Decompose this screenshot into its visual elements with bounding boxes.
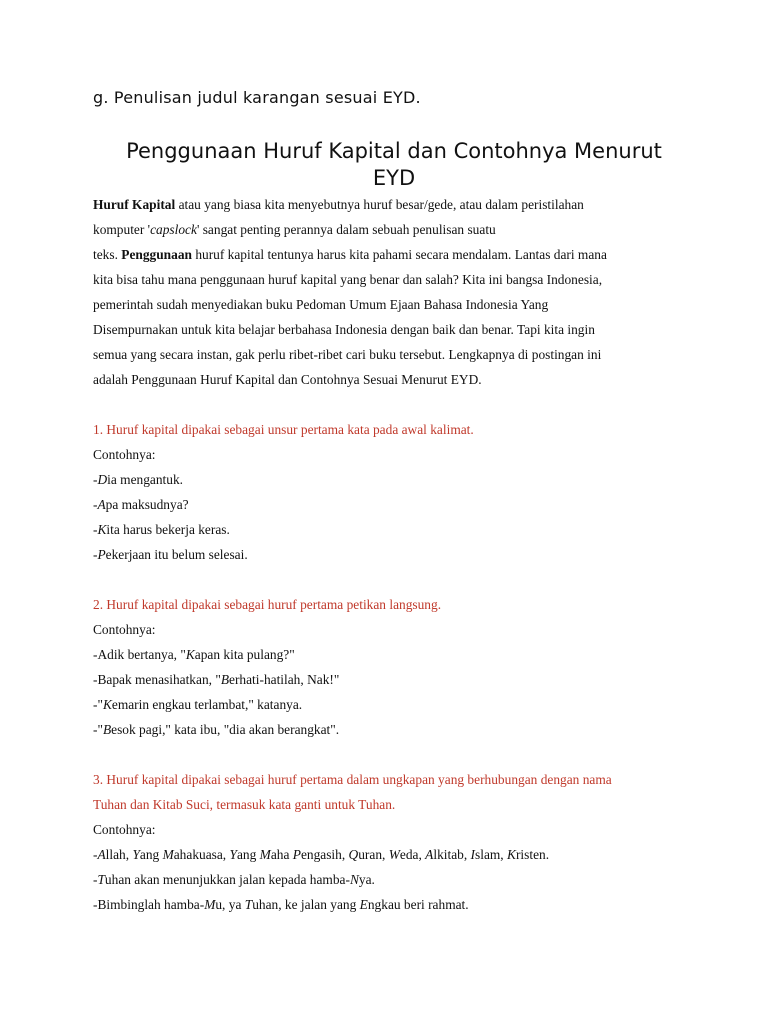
capital-letter: B — [102, 722, 112, 737]
intro-line: semua yang secara instan, gak perlu ribet-ribet cari buku tersebut. Lengkapnya di postingan ini — [93, 347, 602, 362]
example-text: u, ya — [215, 897, 245, 912]
example-text: - — [93, 547, 98, 562]
capital-letter: E — [359, 897, 368, 912]
title-line-2: EYD — [372, 166, 416, 190]
example-text: ahakuasa, — [173, 847, 230, 862]
example-text: uhan, ke jalan yang — [252, 897, 360, 912]
capital-letter: T — [244, 897, 253, 912]
italic-term: capslock — [150, 222, 197, 237]
example-text: uhan akan menunjukkan jalan kepada hamba- — [104, 872, 350, 887]
capital-letter: Y — [229, 847, 237, 862]
article-body — [93, 192, 693, 917]
spacer — [93, 742, 693, 767]
example-text: apan kita pulang?" — [194, 647, 295, 662]
subheading: g. Penulisan judul karangan sesuai EYD. — [93, 88, 421, 107]
intro-line: Disempurnakan untuk kita belajar berbahasa Indonesia dengan baik dan benar. Tapi kita ingin — [93, 322, 595, 337]
example-line — [93, 717, 693, 742]
intro-text: teks. — [93, 247, 122, 262]
example-text: - — [93, 522, 98, 537]
capital-letter: B — [220, 672, 229, 687]
example-text: ang — [236, 847, 260, 862]
example-text: ia mengantuk. — [107, 472, 183, 487]
capital-letter: K — [102, 697, 112, 712]
example-line — [93, 542, 693, 567]
example-text: ya. — [358, 872, 375, 887]
capital-letter: K — [507, 847, 516, 862]
example-text: - — [93, 472, 98, 487]
intro-line — [93, 192, 693, 217]
example-line — [93, 692, 693, 717]
capital-letter: A — [97, 497, 106, 512]
example-label: Contohnya: — [93, 622, 156, 637]
capital-letter: A — [97, 847, 106, 862]
example-text: pa maksudnya? — [105, 497, 189, 512]
spacer — [93, 567, 693, 592]
rule-3-heading-line-2: Tuhan dan Kitab Suci, termasuk kata ganti untuk Tuhan. — [93, 797, 396, 812]
rule-2-heading: 2. Huruf kapital dipakai sebagai huruf pertama petikan langsung. — [93, 597, 442, 612]
example-text: engasih, — [300, 847, 349, 862]
bold-term: Penggunaan — [121, 247, 192, 262]
example-line — [93, 842, 693, 867]
example-text: -" — [93, 697, 103, 712]
capital-letter: M — [162, 847, 174, 862]
capital-letter: Y — [132, 847, 140, 862]
intro-text: atau yang biasa kita menyebutnya huruf besar/gede, atau dalam peristilahan — [175, 197, 584, 212]
example-line — [93, 867, 693, 892]
example-text: - — [93, 497, 98, 512]
example-text: uran, — [358, 847, 389, 862]
example-label: Contohnya: — [93, 447, 156, 462]
example-text: ang — [139, 847, 163, 862]
capital-letter: M — [204, 897, 216, 912]
intro-line: adalah Penggunaan Huruf Kapital dan Contohnya Sesuai Menurut EYD. — [93, 372, 482, 387]
example-text: llah, — [105, 847, 133, 862]
example-line — [93, 892, 693, 917]
capital-letter: T — [97, 872, 105, 887]
example-text: eda, — [399, 847, 426, 862]
page-title — [60, 138, 728, 192]
capital-letter: W — [388, 847, 400, 862]
example-text: ita harus bekerja keras. — [106, 522, 230, 537]
example-line — [93, 492, 693, 517]
example-text: esok pagi," kata ibu, "dia akan berangkat". — [111, 722, 340, 737]
rule-3-heading-line-1: 3. Huruf kapital dipakai sebagai huruf pertama dalam ungkapan yang berhubungan dengan nama — [93, 772, 612, 787]
capital-letter: D — [97, 472, 108, 487]
capital-letter: A — [425, 847, 434, 862]
intro-text: komputer ' — [93, 222, 151, 237]
example-text: - — [93, 847, 98, 862]
example-line — [93, 667, 693, 692]
capital-letter: K — [97, 522, 107, 537]
example-text: risten. — [515, 847, 550, 862]
example-label: Contohnya: — [93, 822, 156, 837]
intro-line — [93, 217, 693, 242]
example-text: erhati-hatilah, Nak!" — [229, 672, 340, 687]
example-text: slam, — [475, 847, 508, 862]
capital-letter: I — [470, 847, 476, 862]
intro-line: kita bisa tahu mana penggunaan huruf kapital yang benar dan salah? Kita ini bangsa Indonesia, — [93, 272, 603, 287]
rule-1-heading: 1. Huruf kapital dipakai sebagai unsur pertama kata pada awal kalimat. — [93, 422, 474, 437]
example-text: emarin engkau terlambat," katanya. — [111, 697, 303, 712]
intro-line: pemerintah sudah menyediakan buku Pedoman Umum Ejaan Bahasa Indonesia Yang — [93, 297, 549, 312]
example-text: -Bimbinglah hamba- — [93, 897, 205, 912]
example-text: -Bapak menasihatkan, " — [93, 672, 221, 687]
capital-letter: P — [292, 847, 301, 862]
example-text: aha — [270, 847, 293, 862]
intro-text: ' sangat penting perannya dalam sebuah penulisan suatu — [196, 222, 496, 237]
example-text: ngkau beri rahmat. — [367, 897, 469, 912]
example-text: ekerjaan itu belum selesai. — [105, 547, 248, 562]
example-line — [93, 467, 693, 492]
example-text: -" — [93, 722, 103, 737]
intro-text: huruf kapital tentunya harus kita pahami secara mendalam. Lantas dari mana — [191, 247, 607, 262]
example-line — [93, 517, 693, 542]
example-text: lkitab, — [433, 847, 471, 862]
capital-letter: Q — [348, 847, 359, 862]
example-text: -Adik bertanya, " — [93, 647, 186, 662]
bold-term: Huruf Kapital — [93, 197, 176, 212]
intro-line — [93, 242, 693, 267]
capital-letter: M — [259, 847, 271, 862]
spacer — [93, 392, 693, 417]
example-text: - — [93, 872, 98, 887]
capital-letter: P — [97, 547, 106, 562]
example-line — [93, 642, 693, 667]
capital-letter: N — [349, 872, 359, 887]
capital-letter: K — [185, 647, 195, 662]
title-line-1: Penggunaan Huruf Kapital dan Contohnya Menurut — [126, 139, 662, 163]
